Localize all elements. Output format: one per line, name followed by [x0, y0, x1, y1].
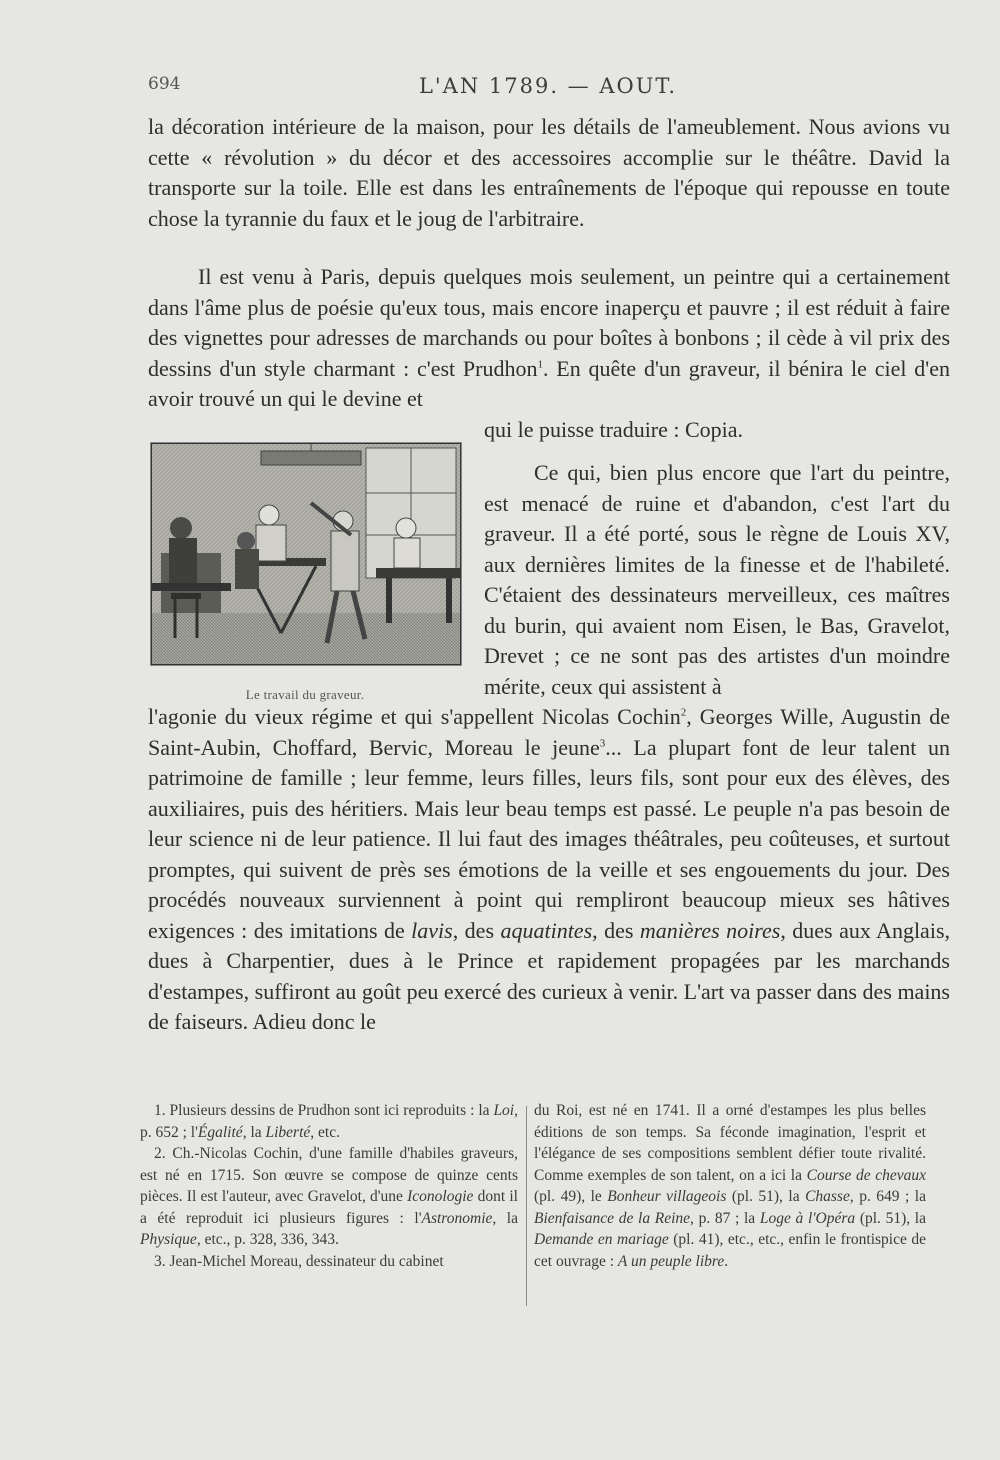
paragraph-2	[148, 262, 950, 445]
paragraph-1-text: la décoration intérieure de la maison, pour les détails de l'ameublement. Nous avions vu cette « révolution » du décor et des accessoires accomplie sur le théâtre. David la transporte sur la toile. Elle est dans les entraînements de l'époque qui repousse en toute chose la tyrannie du faux et le joug de l'arbitraire.	[148, 114, 950, 231]
paragraph-3-full-a: l'agonie du vieux régime et qui s'appellent Nicolas Cochin	[148, 704, 681, 729]
fn3-em-peuple: A un peuple libre	[617, 1252, 725, 1270]
term-lavis: lavis	[411, 917, 453, 943]
fn1-text-a: 1. Plusieurs dessins de Prudhon sont ici reproduits : la	[154, 1102, 494, 1119]
fn3-text-g: (pl. 41), etc., etc., enfin le frontispice de cet ouvrage :	[534, 1231, 926, 1270]
fn1-text-d: , etc.	[310, 1123, 340, 1141]
fn2-text-d: , etc., p. 328, 336, 343.	[196, 1231, 339, 1248]
paragraph-3-full-d: , dues aux Anglais, dues à Charpentier, dues à le Prince et rapidement propagées par les marchands d'estampes, suffiront au goût peu exercé des curieux à venir. L'art va passer dans des mains de faiseurs. Adieu donc le	[148, 917, 951, 1034]
footnotes-left-column	[140, 1100, 518, 1272]
fn1-em-egalite: Égalité	[197, 1123, 243, 1141]
footnote-ref-3: 3	[599, 737, 606, 750]
fn3-text-b: (pl. 49), le	[534, 1188, 608, 1205]
footnotes-right-column	[534, 1100, 926, 1272]
footnote-ref-1: 1	[537, 358, 543, 371]
fn2-text-c: , la	[492, 1209, 518, 1227]
fn3-em-course: Course de chevaux	[806, 1166, 927, 1184]
paragraph-3	[148, 428, 950, 1038]
paragraph-3-full-c: ... La plupart font de leur talent un patrimoine de famille ; leur femme, leurs filles, leurs fils, sont pour eux des élèves, des auxiliaires, puis des héritiers. Mais leur beau temps est passé. Le peuple n'a pas besoin de leur science ni de leur patience. Il lui faut des images théâtrales, peu coûteuses, et surtout promptes, qui suivent de près ses émotions de la veille et ses engouements du jour. Des procédés nouveaux surviennent à point qui rempliront beaucoup mieux ses hâtives exigences : des imitations de	[148, 734, 950, 943]
footnotes	[140, 1100, 930, 1320]
fn1-text-c: , la	[242, 1123, 266, 1141]
fn3-text-e: , p. 87 ; la	[690, 1209, 760, 1227]
running-head	[148, 74, 948, 104]
term-manieres-noires: manières noires	[639, 917, 781, 943]
running-head-title: L'AN 1789. — AOUT.	[418, 74, 678, 98]
fn1-em-loi: Loi	[493, 1102, 515, 1119]
fn3-em-loge: Loge à l'Opéra	[759, 1209, 856, 1227]
footnote-column-divider	[526, 1106, 527, 1306]
figure-caption: Le travail du graveur.	[245, 687, 365, 702]
paragraph-2-start: Il est venu à Paris, depuis quelques mois seulement, un peintre qui a certainement dans l'âme plus de poésie qu'eux tous, mais encore inaperçu et pauvre ; il est réduit à faire des vignettes pour adresses de marchands ou pour boîtes à bonbons ; il cède à vil prix des dessins d'un style charmant : c'est Prudhon	[148, 264, 950, 381]
fn1-text-b: , p. 652 ; l'	[140, 1102, 518, 1141]
fn3-text-h: .	[724, 1252, 729, 1270]
separator-1: , des	[452, 917, 501, 943]
fn3-text-a: du Roi, est né en 1741. Il a orné d'estampes les plus belles éditions de son temps. Sa féconde imagination, l'esprit et l'élégance de ses compositions semblent défier toute rivalité. Comme exemples de son talent, on a ici la	[534, 1102, 926, 1184]
fn3-em-bonheur: Bonheur villageois	[607, 1188, 727, 1205]
footnote-ref-2: 2	[680, 706, 687, 719]
paragraph-2-end: qui le puisse traduire : Copia.	[484, 416, 744, 442]
fn3-em-chasse: Chasse	[805, 1188, 850, 1205]
term-aquatintes: aquatintes	[500, 917, 593, 943]
fn2-em-astronomie: Astronomie	[421, 1209, 493, 1227]
paragraph-3-full-b: , Georges Wille, Augustin de Saint-Aubin, Choffard, Bervic, Moreau le jeune	[148, 704, 950, 760]
fn2-text-b: dont il a été reproduit ici plusieurs figures : l'	[140, 1188, 518, 1227]
fn3-text-c: (pl. 51), la	[726, 1188, 806, 1205]
separator-2: , des	[592, 917, 640, 943]
fn3-em-demande: Demande en mariage	[534, 1231, 669, 1248]
paragraph-3-full	[148, 702, 950, 1038]
fn3-text-d: , p. 649 ; la	[849, 1188, 926, 1205]
fn2-text-a: 2. Ch.-Nicolas Cochin, d'une famille d'habiles graveurs, est né en 1715. Son œuvre se compose de quinze cents pièces. Il est l'auteur, avec Gravelot, d'une	[140, 1145, 518, 1205]
fn3-em-bienfaisance: Bienfaisance de la Reine	[534, 1209, 691, 1227]
fn1-em-liberte: Liberté	[265, 1123, 311, 1141]
footnote-3-continued	[534, 1100, 926, 1272]
paragraph-2-middle: . En quête d'un graveur, il bénira le ciel d'en avoir trouvé un qui le devine et	[148, 355, 950, 411]
footnote-2	[140, 1143, 518, 1251]
paragraph-3-narrow: Ce qui, bien plus encore que l'art du peintre, est menacé de ruine et d'abandon, c'est l'art du graveur. Il a été porté, sous le règne de Louis XV, aux dernières limites de la finesse et de l'habileté. C'étaient des dessinateurs merveilleux, ces maîtres du burin, qui avaient nom Eisen, le Bas, Gravelot, Drevet ; ce ne sont pas des artistes d'un moindre mérite, ceux qui assistent à	[484, 460, 950, 699]
paragraph-1	[148, 112, 950, 234]
footnote-1	[140, 1100, 518, 1143]
page-number: 694	[148, 74, 181, 94]
fn2-em-iconologie: Iconologie	[407, 1188, 474, 1205]
fn3-text-f: (pl. 51), la	[855, 1209, 926, 1227]
fn2-em-physique: Physique	[140, 1231, 197, 1248]
footnote-3-start: 3. Jean-Michel Moreau, dessinateur du cabinet	[154, 1252, 444, 1270]
